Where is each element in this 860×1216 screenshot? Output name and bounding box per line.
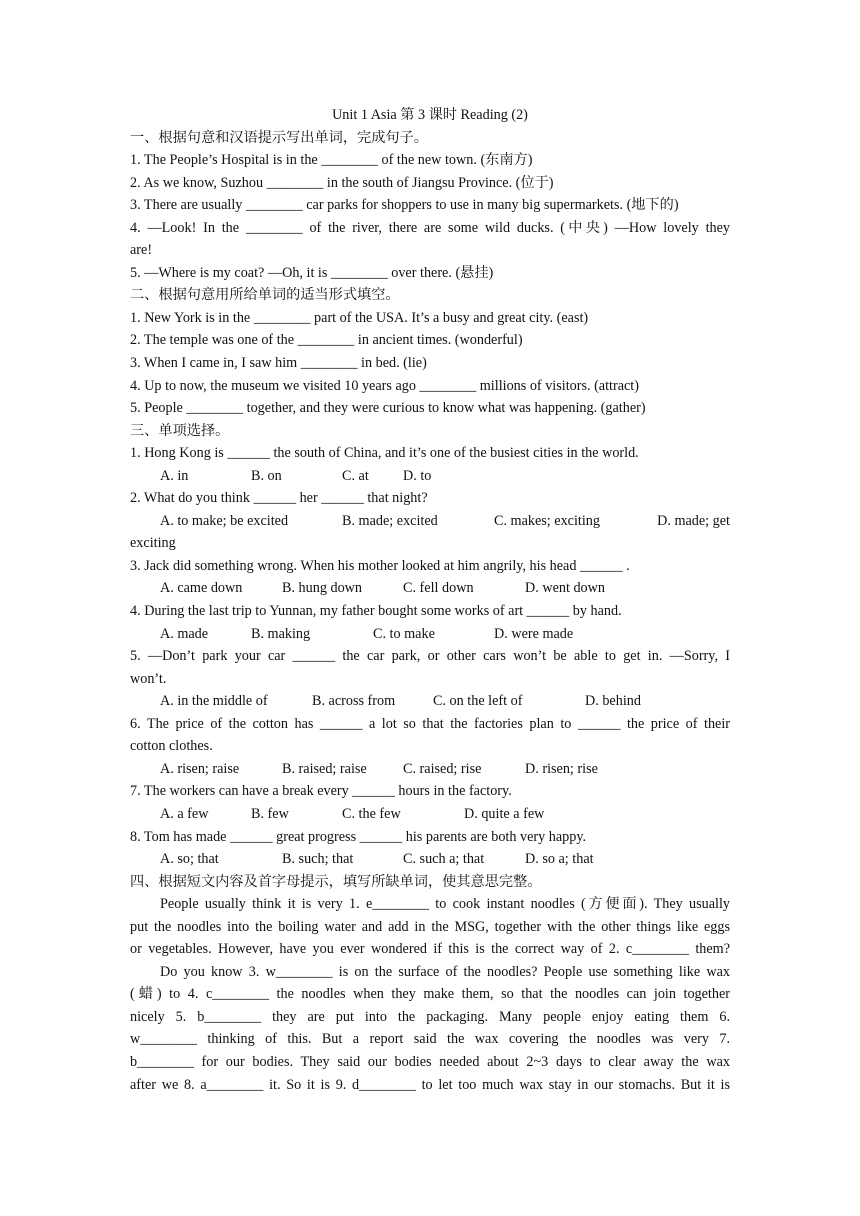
- worksheet-page: [130, 104, 730, 1096]
- s3-question-4: 4. During the last trip to Yunnan, my father bought some works of art ______ by hand.: [130, 603, 622, 620]
- option: A. in the middle of: [160, 693, 268, 710]
- option: A. made: [160, 625, 209, 642]
- s3-q1-options: [130, 465, 730, 488]
- s2-item-5: 5. People ________ together, and they were curious to know what was happening. (gather): [130, 400, 646, 417]
- s3-question-6: 6. The price of the cotton has ______ a lot so that the factories plan to ______ the price of their: [130, 715, 730, 732]
- option: C. to make: [373, 625, 435, 642]
- passage-line: w________ thinking of this. But a report said the wax covering the noodles was very 7.: [130, 1031, 730, 1048]
- option: C. the few: [342, 805, 401, 822]
- section-2-heading: 二、根据句意用所给单词的适当形式填空。: [130, 287, 400, 304]
- section-4-heading: 四、根据短文内容及首字母提示，填写所缺单词，使其意思完整。: [130, 873, 542, 890]
- section-1-heading: 一、根据句意和汉语提示写出单词，完成句子。: [130, 129, 428, 146]
- section-3-heading: 三、单项选择。: [130, 422, 230, 439]
- option: B. raised; raise: [282, 760, 367, 777]
- s3-question-8: 8. Tom has made ______ great progress ______ his parents are both very happy.: [130, 828, 587, 845]
- s1-item-3: 3. There are usually ________ car parks for shoppers to use in many big supermarkets. (地下的): [130, 197, 679, 214]
- s2-item-3: 3. When I came in, I saw him ________ in bed. (lie): [130, 355, 427, 372]
- option: C. makes; exciting: [494, 512, 600, 529]
- page-title: Unit 1 Asia 第 3 课时 Reading (2): [332, 107, 528, 123]
- option: D. quite a few: [464, 805, 545, 822]
- passage-line: (蜡) to 4. c________ the noodles when they make them, so that the noodles can join together: [130, 986, 730, 1003]
- s3-question-1: 1. Hong Kong is ______ the south of China, and it’s one of the busiest cities in the world.: [130, 445, 639, 462]
- option: A. a few: [160, 805, 209, 822]
- s2-item-2: 2. The temple was one of the ________ in ancient times. (wonderful): [130, 332, 523, 349]
- s1-item-4-cont: are!: [130, 242, 153, 259]
- option: C. at: [342, 467, 369, 484]
- option: B. few: [251, 805, 289, 822]
- s3-question-5-cont: won’t.: [130, 670, 167, 687]
- s1-item-5: 5. —Where is my coat? —Oh, it is ________ over there. (悬挂): [130, 264, 494, 281]
- passage-line: b________ for our bodies. They said our bodies needed about 2~3 days to clear away the wax: [130, 1053, 730, 1070]
- s3-q4-options: [130, 623, 730, 646]
- option: A. to make; be excited: [160, 512, 289, 529]
- option: D. risen; rise: [525, 760, 598, 777]
- s1-item-2: 2. As we know, Suzhou ________ in the south of Jiangsu Province. (位于): [130, 174, 554, 191]
- s3-q2-options: [130, 510, 730, 533]
- option: D. to: [403, 467, 432, 484]
- option: D. behind: [585, 693, 641, 710]
- option: B. such; that: [282, 851, 354, 868]
- s3-question-2: 2. What do you think ______ her ______ that night?: [130, 490, 428, 507]
- passage-line: or vegetables. However, have you ever wondered if this is the correct way of 2. c________ them?: [130, 941, 730, 958]
- s3-q6-options: [130, 758, 730, 781]
- s1-item-1: 1. The People’s Hospital is in the ________ of the new town. (东南方): [130, 152, 533, 169]
- passage-line: after we 8. a________ it. So it is 9. d________ to let too much wax stay in our stomachs. But it is: [130, 1076, 730, 1093]
- option: B. hung down: [282, 580, 363, 597]
- s1-item-4: 4. —Look! In the ________ of the river, there are some wild ducks. (中央) —How lovely they: [130, 219, 730, 236]
- passage-line: Do you know 3. w________ is on the surface of the noodles? People use something like wax: [160, 963, 730, 980]
- option: C. such a; that: [403, 851, 485, 868]
- option: A. came down: [160, 580, 243, 597]
- passage-line: People usually think it is very 1. e________ to cook instant noodles (方便面). They usually: [160, 896, 730, 913]
- s3-q8-options: [130, 848, 730, 871]
- passage-line: nicely 5. b________ they are put into the packaging. Many people enjoy eating them 6.: [130, 1008, 730, 1025]
- option: D. so a; that: [525, 851, 594, 868]
- option: A. risen; raise: [160, 760, 240, 777]
- s3-q5-options: [130, 690, 730, 713]
- option: B. making: [251, 625, 311, 642]
- s3-q3-options: [130, 577, 730, 600]
- option: C. raised; rise: [403, 760, 482, 777]
- s3-question-7: 7. The workers can have a break every ______ hours in the factory.: [130, 783, 512, 800]
- s3-question-6-cont: cotton clothes.: [130, 738, 213, 755]
- option: D. were made: [494, 625, 574, 642]
- option: B. made; excited: [342, 512, 438, 529]
- option: D. made; get: [657, 512, 730, 529]
- s2-item-1: 1. New York is in the ________ part of the USA. It’s a busy and great city. (east): [130, 309, 589, 326]
- s3-q2-options-cont: exciting: [130, 535, 176, 552]
- option: A. so; that: [160, 851, 219, 868]
- s3-q7-options: [130, 803, 730, 826]
- s3-question-3: 3. Jack did something wrong. When his mother looked at him angrily, his head ______ .: [130, 557, 630, 574]
- option: A. in: [160, 467, 189, 484]
- option: B. across from: [312, 693, 396, 710]
- option: B. on: [251, 467, 282, 484]
- s3-question-5: 5. —Don’t park your car ______ the car park, or other cars won’t be able to get in. —Sorry, I: [130, 648, 730, 665]
- option: D. went down: [525, 580, 605, 597]
- option: C. on the left of: [433, 693, 523, 710]
- passage-line: put the noodles into the boiling water and add in the MSG, together with the other things like eggs: [130, 918, 730, 935]
- option: C. fell down: [403, 580, 474, 597]
- s2-item-4: 4. Up to now, the museum we visited 10 years ago ________ millions of visitors. (attract): [130, 377, 639, 394]
